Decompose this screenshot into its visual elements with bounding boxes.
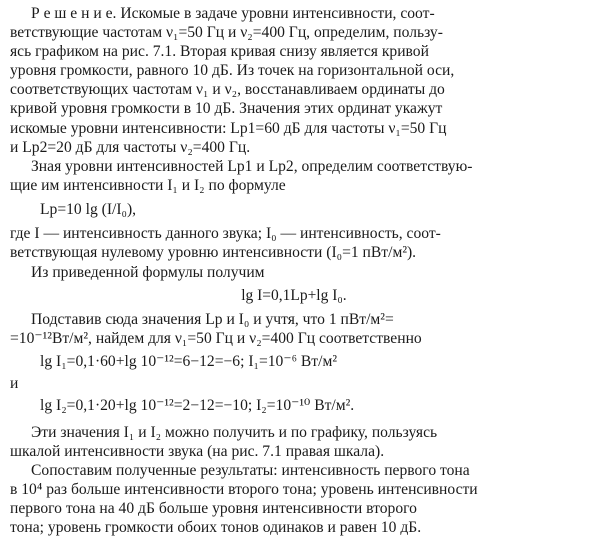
text-line: =10⁻¹²Вт/м², найдем для ν₁=50 Гц и ν₂=400 Гц соответственно bbox=[10, 330, 422, 347]
formula-loudness-level: Lp=10 lg (I/I₀), bbox=[40, 201, 137, 218]
text-line: Из приведенной формулы получим bbox=[31, 264, 265, 281]
text-line: тона; уровень громкости обоих тонов одинаков и равен 10 дБ. bbox=[10, 519, 422, 536]
text-line: шкалой интенсивности звука (на рис. 7.1 правая шкала). bbox=[10, 443, 385, 460]
text-line: Р е ш е н и е. Искомые в задаче уровни интенсивности, соот- bbox=[31, 5, 435, 22]
text-line: и bbox=[10, 375, 19, 392]
text-line: соответствующих частотам ν₁ и ν₂, восстанавливаем ординаты до bbox=[10, 81, 445, 98]
formula-intensity-2: lg I₂=0,1·20+lg 10⁻¹²=2−12=−10; I₂=10⁻¹⁰ Вт/м². bbox=[40, 397, 355, 414]
formula-lg-intensity bbox=[0, 286, 588, 305]
text-line: где I — интенсивность данного звука; I₀ — интенсивность, соот- bbox=[10, 225, 441, 242]
text-line: и Lp2=20 дБ для частоты ν₂=400 Гц. bbox=[10, 139, 251, 156]
text-line: щие им интенсивности I₁ и I₂ по формуле bbox=[10, 177, 286, 194]
formula-text: lg I=0,1Lp+lg I₀. bbox=[241, 287, 347, 304]
text-line: в 10⁴ раз больше интенсивности второго тона; уровень интенсивности bbox=[10, 481, 478, 498]
text-line: ветствующие частотам ν₁=50 Гц и ν₂=400 Гц, определим, пользу- bbox=[10, 24, 443, 41]
text-line: ясь графиком на рис. 7.1. Вторая кривая снизу является кривой bbox=[10, 43, 429, 60]
text-line: кривой уровня громкости в 10 дБ. Значения этих ординат укажут bbox=[10, 100, 443, 117]
text-line: ветствующая нулевому уровню интенсивности (I₀=1 пВт/м²). bbox=[10, 244, 417, 261]
text-line: Эти значения I₁ и I₂ можно получить и по графику, пользуясь bbox=[31, 424, 438, 441]
text-line: уровня громкости, равного 10 дБ. Из точек на горизонтальной оси, bbox=[10, 62, 455, 79]
text-line: Зная уровни интенсивностей Lp1 и Lp2, определим соответствую- bbox=[31, 158, 473, 175]
formula-intensity-1: lg I₁=0,1·60+lg 10⁻¹²=6−12=−6; I₁=10⁻⁶ Вт/м² bbox=[40, 353, 337, 370]
text-line: Подставив сюда значения Lp и I₀ и учтя, что 1 пВт/м²= bbox=[31, 311, 394, 328]
text-line: Сопоставим полученные результаты: интенсивность первого тона bbox=[31, 462, 470, 479]
text-line: искомые уровни интенсивности: Lp1=60 дБ для частоты ν₁=50 Гц bbox=[10, 120, 447, 137]
text-line: первого тона на 40 дБ больше уровня интенсивности второго bbox=[10, 500, 417, 517]
